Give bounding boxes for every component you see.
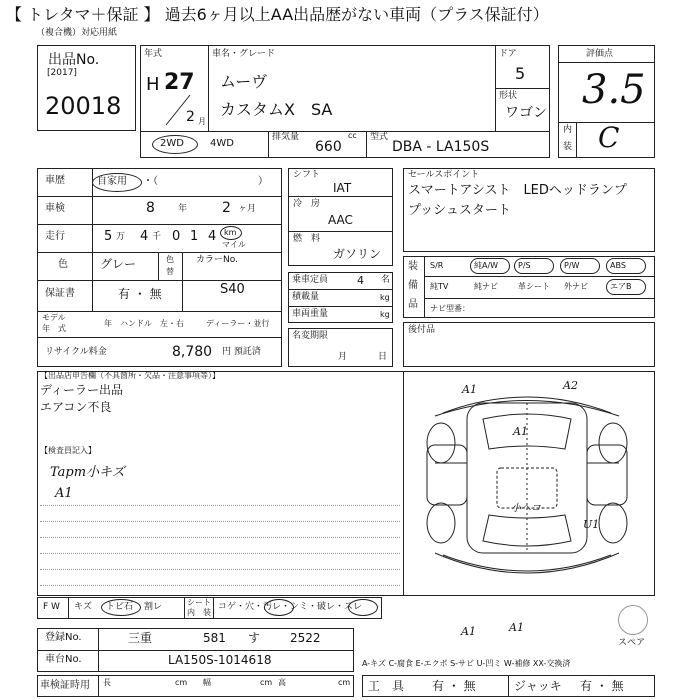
capacity-unit: 名	[381, 275, 391, 285]
equipment-l2: 備	[408, 280, 418, 291]
recycle-unit: 円 預託済	[222, 347, 261, 357]
mileage-d4: 1	[190, 229, 199, 244]
year-value: 27	[164, 70, 195, 95]
equipment-option: 純ナビ	[474, 282, 498, 291]
registration-num2: 2522	[290, 631, 321, 645]
shift-label: シフト	[293, 170, 321, 180]
model-code-value: DBA - LA150S	[392, 139, 490, 155]
color-label: 色	[58, 259, 68, 270]
jack-label: ジャッキ	[514, 679, 562, 693]
tools-value: 有 ・ 無	[432, 679, 476, 693]
aircon-value: AAC	[328, 213, 353, 227]
history-label: 車歴	[45, 175, 65, 186]
equipment-option: 純A/W	[474, 261, 499, 270]
damage-legend: A-キズ C-腐食 E-エクボ S-サビ U-凹ミ W-補修 XX-交換済	[362, 659, 571, 668]
drive-4wd: 4WD	[210, 138, 234, 149]
doors-value: 5	[515, 64, 526, 83]
inspector-line1: Tapm小キズ	[50, 465, 125, 480]
registration-kana: す	[248, 631, 261, 645]
damage-mark: A1	[461, 625, 476, 638]
mileage-label: 走行	[45, 231, 65, 242]
warranty-label: 保証書	[45, 288, 75, 299]
lot-year-tag: [2017]	[47, 68, 77, 78]
damage-mark: A1	[513, 425, 528, 438]
load-unit: kg	[380, 293, 390, 302]
year-slash	[140, 45, 208, 131]
inspection-year-unit: 年	[178, 204, 188, 214]
damage-mark: A1	[462, 383, 477, 396]
mileage-u1: 万	[116, 232, 126, 242]
spare-tire	[618, 605, 648, 635]
history-value: 自家用	[97, 176, 127, 187]
ruled-line	[40, 537, 400, 538]
interior-label-2: 装	[563, 142, 573, 152]
equipment-option: 外ナビ	[564, 282, 588, 291]
handle-side: ハンドル 左・右	[120, 319, 184, 328]
mileage-d3: 0	[172, 229, 181, 244]
selling-points-line2: プッシュスタート	[408, 203, 511, 218]
equipment-option: P/S	[518, 261, 531, 270]
registration-label: 登録No.	[45, 632, 82, 643]
mileage-d2: 4	[140, 229, 149, 244]
year-label: 年式	[144, 49, 163, 59]
interior-label-1: 内	[563, 125, 573, 135]
shift-value: IAT	[333, 181, 352, 195]
drive-2wd: 2WD	[160, 138, 184, 149]
chassis-value: LA150S-1014618	[168, 653, 272, 667]
name-change-label: 名変期限	[292, 331, 329, 341]
condition-wear-circle	[348, 599, 378, 616]
selling-points-label: セールスポイント	[408, 170, 480, 180]
year-era: H	[146, 74, 160, 95]
selling-points-line1: スマートアシスト LEDヘッドランプ	[408, 183, 627, 198]
equipment-option: S/R	[430, 261, 444, 270]
equipment-option: 革シート	[518, 282, 550, 291]
spare-label: スペア	[618, 638, 646, 648]
notice-line2: エアコン不良	[40, 400, 112, 414]
header-subtitle: （複合機）対応用紙	[36, 28, 118, 38]
equipment-option: 純TV	[430, 282, 449, 291]
color-code: S40	[220, 282, 245, 297]
color-value: グレー	[100, 257, 137, 271]
capacity-label: 乗車定員	[292, 275, 329, 285]
car-damage-diagram	[405, 373, 653, 638]
mileage-d1: 5	[104, 229, 113, 244]
score-label: 評価点	[586, 49, 614, 59]
ruled-line	[40, 521, 400, 522]
notice-line1: ディーラー出品	[40, 383, 124, 397]
dealer-import: ディーラー・並行	[206, 319, 270, 328]
model-year-unit: 年	[104, 319, 112, 328]
name-change-day: 日	[378, 352, 388, 362]
mileage-mile: マイル	[222, 240, 246, 249]
damage-mark: A1	[509, 621, 524, 634]
name-change-month: 月	[338, 352, 348, 362]
load-label: 積載量	[292, 292, 320, 302]
score-value: 3.5	[582, 67, 646, 113]
notice-label: 【出品店申告欄（不具箇所・欠品・注意事項等）】	[40, 371, 220, 380]
recycle-label: リサイクル料金	[45, 347, 107, 357]
condition-scratch: キズ	[74, 602, 92, 612]
condition-chips: トビ石	[106, 602, 134, 612]
condition-fw: F W	[43, 602, 60, 612]
interior-value: C	[598, 121, 620, 154]
inspection-month-unit: ヶ月	[238, 204, 257, 214]
fuel-label: 燃 料	[293, 234, 321, 244]
chassis-label: 車台No.	[45, 654, 82, 665]
equipment-l3: 品	[408, 299, 418, 310]
mileage-u2: 千	[152, 232, 162, 242]
mileage-d5: 4	[208, 229, 217, 244]
navi-model-label: ナビ型番：	[430, 304, 470, 313]
aircon-label: 冷 房	[293, 199, 321, 209]
tools-label: 工 具	[368, 679, 405, 693]
registration-pref: 三重	[128, 631, 153, 645]
aftermarket-label: 後付品	[408, 325, 436, 335]
shape-value: ワゴン	[505, 105, 547, 121]
shape-label: 形状	[499, 91, 518, 101]
equipment-option: P/W	[564, 261, 580, 270]
color-swap-2: 替	[166, 267, 174, 276]
displacement-unit: cc	[348, 131, 357, 140]
model-year-label-1: モデル	[42, 313, 66, 322]
damage-mark: A2	[563, 379, 578, 392]
inspection-month: 2	[222, 200, 231, 216]
lot-number: 20018	[45, 92, 122, 120]
inspection-label: 車検	[45, 203, 65, 214]
equipment-option: ABS	[610, 261, 626, 270]
cert-wid-cm: cm	[260, 678, 273, 687]
inspection-year: 8	[146, 200, 155, 216]
lot-label: 出品No.	[48, 52, 100, 68]
cert-len-cm: cm	[175, 678, 188, 687]
weight-label: 車両重量	[292, 309, 329, 319]
inspector-label: 【検査員記入】	[40, 446, 96, 455]
color-code-label: カラーNo.	[196, 255, 238, 265]
displacement-label: 排気量	[272, 132, 300, 142]
capacity-value: 4	[357, 274, 364, 287]
ruled-line	[40, 569, 400, 570]
jack-value: 有 ・ 無	[580, 679, 624, 693]
model-name: ムーヴ	[220, 72, 268, 91]
condition-dirty-circle	[264, 599, 294, 616]
cert-len: 長	[103, 678, 111, 687]
model-year-label-2: 年 式	[42, 324, 66, 333]
cert-label: 車検証時用	[40, 680, 90, 691]
model-label: 車名・グレード	[212, 49, 276, 59]
condition-crack: 割レ	[144, 602, 163, 612]
equipment-l1: 装	[408, 261, 418, 272]
year-month: 2	[186, 109, 195, 125]
displacement-value: 660	[315, 139, 342, 155]
fuel-value: ガソリン	[333, 247, 382, 261]
condition-seat: シート	[187, 598, 211, 607]
year-month-unit: 月	[198, 117, 206, 126]
history-rest: ・（ ）	[143, 176, 268, 187]
damage-mark: U1	[583, 518, 600, 531]
cert-hei-cm: cm	[338, 678, 351, 687]
inspector-line2: A1	[55, 486, 73, 501]
registration-num1: 581	[203, 631, 226, 645]
ruled-line	[40, 505, 400, 506]
cert-wid: 幅	[203, 678, 211, 687]
header-banner: 【 トレタマ＋保証 】 過去6ヶ月以上AA出品歴がない車両（プラス保証付）	[6, 5, 549, 24]
recycle-value: 8,780	[172, 344, 213, 360]
model-grade: カスタムX SA	[220, 100, 333, 119]
warranty-value: 有 ・ 無	[118, 287, 162, 301]
equipment-option: エアB	[610, 282, 632, 291]
mileage-km: km	[224, 228, 237, 237]
color-swap-1: 色	[166, 255, 174, 264]
cert-hei: 高	[278, 678, 286, 687]
doors-label: ドア	[499, 49, 517, 59]
model-code-label: 型式	[370, 132, 389, 142]
condition-items: コゲ・穴・汚レ・シミ・破レ・スレ	[218, 602, 363, 612]
damage-mark: 小ヘコ	[511, 503, 541, 514]
condition-interior: 内 装	[187, 608, 211, 617]
aftermarket-box	[403, 322, 655, 367]
weight-unit: kg	[380, 310, 390, 319]
ruled-line	[40, 553, 400, 554]
ruled-line	[40, 585, 400, 586]
